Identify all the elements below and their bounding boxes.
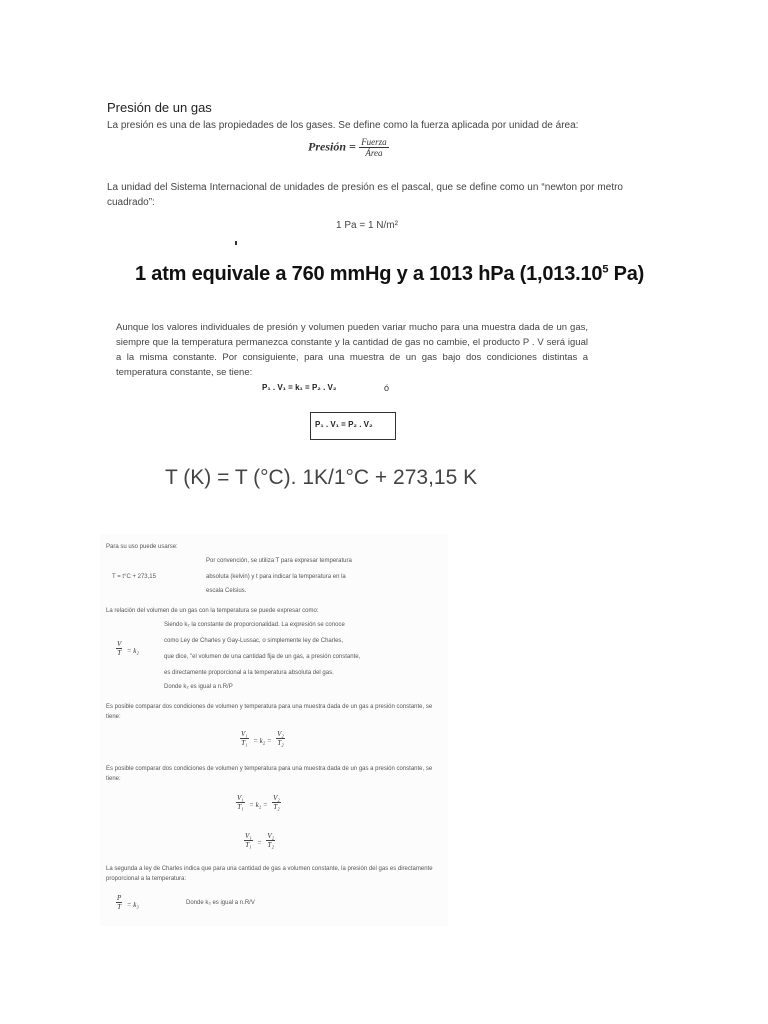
k2-equals: = k₂: [126, 647, 139, 655]
charles-comparison-2: [236, 794, 281, 812]
compare-text-1: Es posible comparar dos condiciones de volumen y temperatura para una muestra dada de un gas a presión constante, se tiene:: [106, 704, 433, 720]
boyle-boxed-equation: [310, 412, 396, 440]
page-title: Presión de un gas: [107, 100, 212, 115]
t-symbol-b: T: [117, 903, 122, 912]
pressure-formula: [308, 137, 389, 158]
charles-line-3: que dice, "el volumen de una cantidad fija de un gas, a presión constante,: [164, 654, 361, 660]
pressure-formula-lhs: Presión =: [308, 139, 356, 154]
v-symbol: V: [117, 640, 122, 649]
t2-symbol-c: T₂: [267, 841, 274, 850]
boyle-law-text: Aunque los valores individuales de presión y volumen pueden variar mucho para una muestra dada de un gas, siempre que la temperatura permanezca constante y la cantidad de gas no cambie, el producto P . V será igual a la misma constante. Por consiguiente, para una muestra de un gas bajo dos condiciones distintas a temperatura constante, se tiene:: [116, 322, 588, 378]
charles-line-2: como Ley de Charles y Gay-Lussac, o simplemente ley de Charles,: [164, 638, 344, 644]
volume-temperature-relation: La relación del volumen de un gas con la temperatura se puede expresar como:: [106, 608, 319, 614]
boyle-or: ó: [384, 383, 390, 393]
v2-symbol-c: V₂: [267, 832, 275, 841]
v1-symbol: V₁: [241, 730, 248, 739]
t2-symbol: T₂: [277, 739, 284, 748]
v1-over-t1: [240, 730, 249, 747]
pascal-definition: La unidad del Sistema Internacional de unidades de presión es el pascal, que se define como un “newton por metro cuadrado”:: [107, 182, 623, 208]
charles-law-section: [100, 534, 448, 926]
v1-symbol-c: V₁: [245, 832, 252, 841]
second-charles-law-text: La segunda a ley de Charles indica que para una cantidad de gas a volumen constante, la presión del gas es directamente proporcional a la temperatura:: [106, 866, 433, 882]
v2-over-t2-b: [272, 794, 281, 811]
kelvin-conversion-banner: T (K) = T (°C). 1K/1°C + 273,15 K: [165, 466, 478, 489]
pressure-numerator: Fuerza: [361, 137, 387, 147]
boyle-equation: P₁ . V₁ = k₁ = P₂ . V₂: [262, 383, 337, 392]
k3-definition: Donde k₃ es igual a n.R/V: [186, 900, 255, 906]
convention-line-1: Por convención, se utiliza T para expresar temperatura: [206, 558, 352, 564]
charles-formula: [116, 640, 139, 658]
v1-symbol-b: V₁: [237, 794, 244, 803]
boyle-boxed-text: P₁ . V₁ = P₂ . V₂: [315, 420, 373, 429]
compare-text-2: Es posible comparar dos condiciones de volumen y temperatura para una muestra dada de un gas a presión constante, se tiene:: [106, 766, 433, 782]
v2-symbol: V₂: [277, 730, 284, 739]
atm-tail: Pa): [608, 263, 645, 285]
charles-line-4: es directamente proporcional a la temperatura absoluta del gas.: [164, 670, 334, 676]
charles-line-1: Siendo k₂ la constante de proporcionalidad. La expresión se conoce: [164, 622, 345, 628]
celsius-kelvin-formula: T = t°C + 273,15: [112, 574, 156, 580]
charles-line-5: Donde k₂ es igual a n.R/P: [164, 684, 233, 690]
atm-main: 1 atm equivale a 760 mmHg y a 1013 hPa (1,013.10: [135, 263, 603, 285]
v2-symbol-b: V₂: [273, 794, 280, 803]
v1-over-t1-b: [236, 794, 245, 811]
convention-line-3: escala Celsius.: [206, 588, 247, 594]
k3-equals: = k₃: [126, 901, 139, 909]
intro-text: La presión es una de las propiedades de los gases. Se define como la fuerza aplicada por unidad de área:: [107, 120, 579, 131]
v2-over-t2-c: [266, 832, 275, 849]
p-symbol: P: [117, 894, 122, 903]
use-label: Para su uso puede usarse:: [106, 544, 178, 550]
t1-symbol: T₁: [241, 739, 248, 748]
gay-lussac-formula: [116, 894, 139, 912]
equals-k2: = k₂ =: [253, 737, 272, 745]
t1-symbol-c: T₁: [245, 841, 252, 850]
t1-symbol-b: T₁: [237, 803, 244, 812]
v2-over-t2: [276, 730, 285, 747]
charles-comparison-1: [240, 730, 285, 748]
t2-symbol-b: T₂: [273, 803, 280, 812]
pressure-fraction: [359, 137, 389, 158]
atm-exponent: 5: [602, 263, 609, 276]
p-over-t: [116, 894, 122, 911]
pressure-denominator: Área: [365, 148, 383, 158]
equals-k2-b: = k₂ =: [249, 801, 268, 809]
convention-line-2: absoluta (kelvin) y t para indicar la temperatura en la: [206, 574, 346, 580]
equals-sign: =: [257, 839, 262, 847]
atm-equivalence-banner: [135, 263, 644, 286]
pascal-equation: 1 Pa = 1 N/m²: [336, 220, 398, 231]
t-symbol: T: [117, 649, 122, 658]
v-over-t: [116, 640, 122, 657]
charles-comparison-3: [244, 832, 275, 850]
v1-over-t1-c: [244, 832, 253, 849]
stray-mark: [235, 241, 237, 245]
